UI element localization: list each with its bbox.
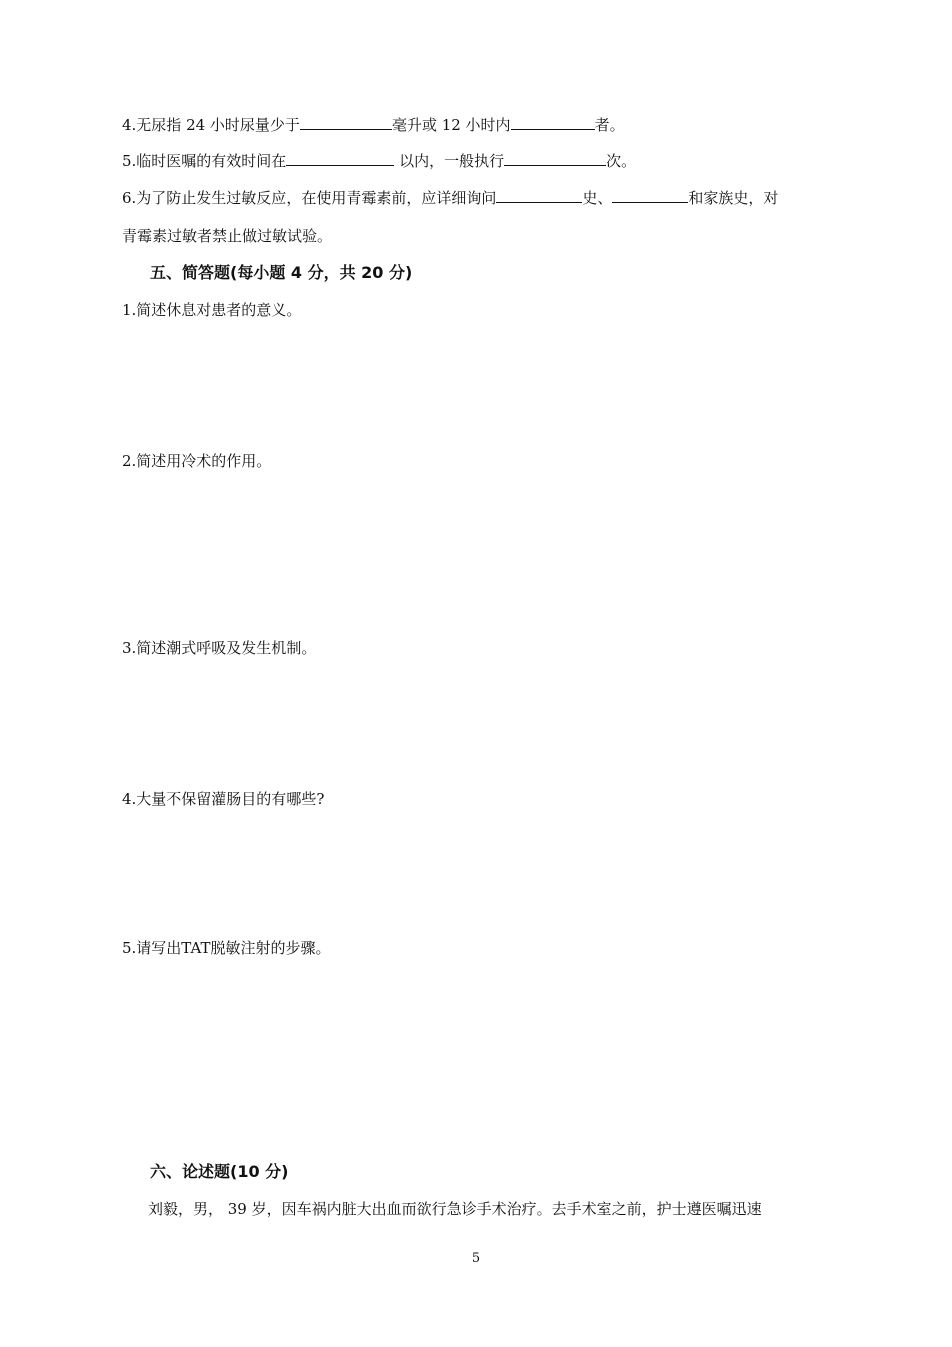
short-answer-question-4: 4.大量不保留灌肠目的有哪些? (122, 790, 325, 808)
q4-text-b: 毫升或 12 小时内 (391, 116, 511, 134)
q4-blank-1[interactable] (300, 113, 392, 130)
section-5-heading: 五、简答题(每小题 4 分，共 20 分) (150, 263, 413, 282)
short-answer-question-1: 1.简述休息对患者的意义。 (122, 301, 302, 319)
q6-blank-1[interactable] (496, 186, 582, 203)
short-answer-question-3: 3.简述潮式呼吸及发生机制。 (122, 639, 317, 657)
q5-text-a: 5.临时医嘱的有效时间在 (122, 152, 287, 170)
q5-text-c: 次。 (606, 152, 637, 170)
q4-text-a: 4.无尿指 24 小时尿量少于 (122, 116, 300, 134)
q5-blank-1[interactable] (286, 149, 394, 166)
q6-text-a: 6.为了防止发生过敏反应，在使用青霉素前，应详细询问 (122, 189, 497, 207)
q6-text-b: 史、 (582, 189, 613, 207)
q6-text-c: 和家族史，对 (688, 189, 779, 207)
fill-in-question-6 (122, 186, 778, 209)
short-answer-question-2: 2.简述用冷术的作用。 (122, 452, 272, 470)
q4-text-c: 者。 (594, 116, 625, 134)
fill-in-question-6-continued: 青霉素过敏者禁止做过敏试验。 (122, 227, 333, 245)
q5-blank-2[interactable] (504, 149, 606, 166)
q6-blank-2[interactable] (612, 186, 688, 203)
q4-blank-2[interactable] (511, 113, 595, 130)
short-answer-question-5: 5.请写出TAT脱敏注射的步骤。 (122, 939, 331, 957)
q5-text-b: 以内，一般执行 (394, 152, 505, 170)
section-6-heading: 六、论述题(10 分) (150, 1162, 289, 1181)
fill-in-question-4 (122, 113, 625, 136)
page-number: 5 (471, 1251, 481, 1266)
fill-in-question-5 (122, 149, 636, 172)
essay-case-text: 刘毅，男， 39 岁，因车祸内脏大出血而欲行急诊手术治疗。去手术室之前，护士遵医嘱迅速 (148, 1200, 762, 1218)
